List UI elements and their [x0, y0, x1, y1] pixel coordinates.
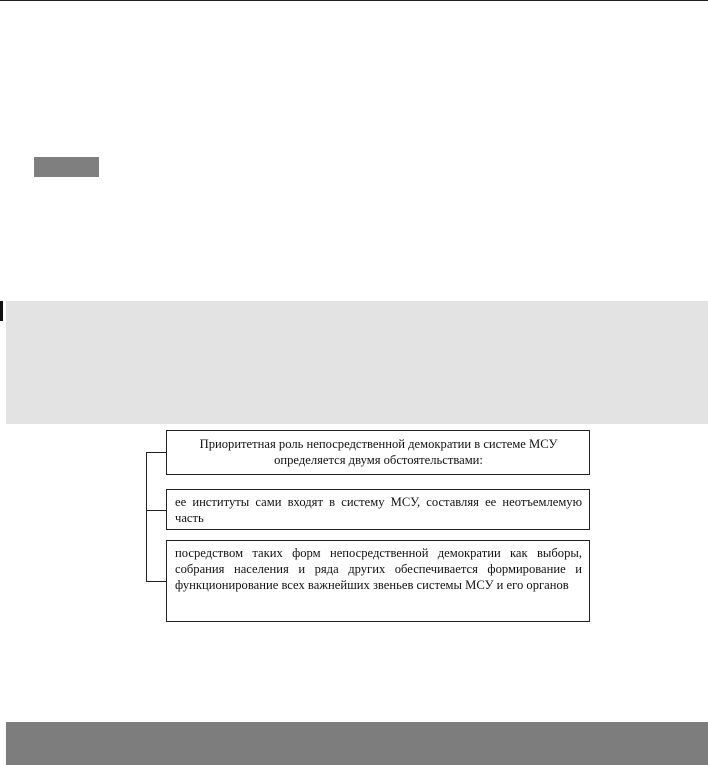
diagram-bracket-line — [146, 452, 147, 581]
diagram-item-text-1: ее институты сами входят в систему МСУ, составляя ее неотъемлемую часть — [175, 495, 582, 525]
page-top-rule — [0, 0, 708, 1]
connector-item-2 — [146, 581, 166, 582]
diagram-heading-box — [166, 430, 590, 475]
diagram-heading-text: Приоритетная роль непосредственной демократии в системе МСУ определяется двумя обстоятельствами: — [199, 437, 558, 467]
margin-mark — [0, 301, 3, 321]
diagram-item-box-1 — [166, 489, 590, 530]
redacted-block-small — [34, 157, 99, 177]
redacted-block-bottom — [6, 722, 708, 765]
diagram-item-text-2: посредством таких форм непосредственной демократии как выборы, собрания населения и ряда других обеспечивается формирование и функционирование всех важнейших звеньев системы МСУ и его органов — [175, 546, 582, 592]
diagram-item-box-2 — [166, 540, 590, 622]
shaded-band — [6, 301, 708, 424]
connector-heading — [146, 452, 166, 453]
democracy-role-diagram — [146, 430, 592, 622]
connector-item-1 — [146, 510, 166, 511]
